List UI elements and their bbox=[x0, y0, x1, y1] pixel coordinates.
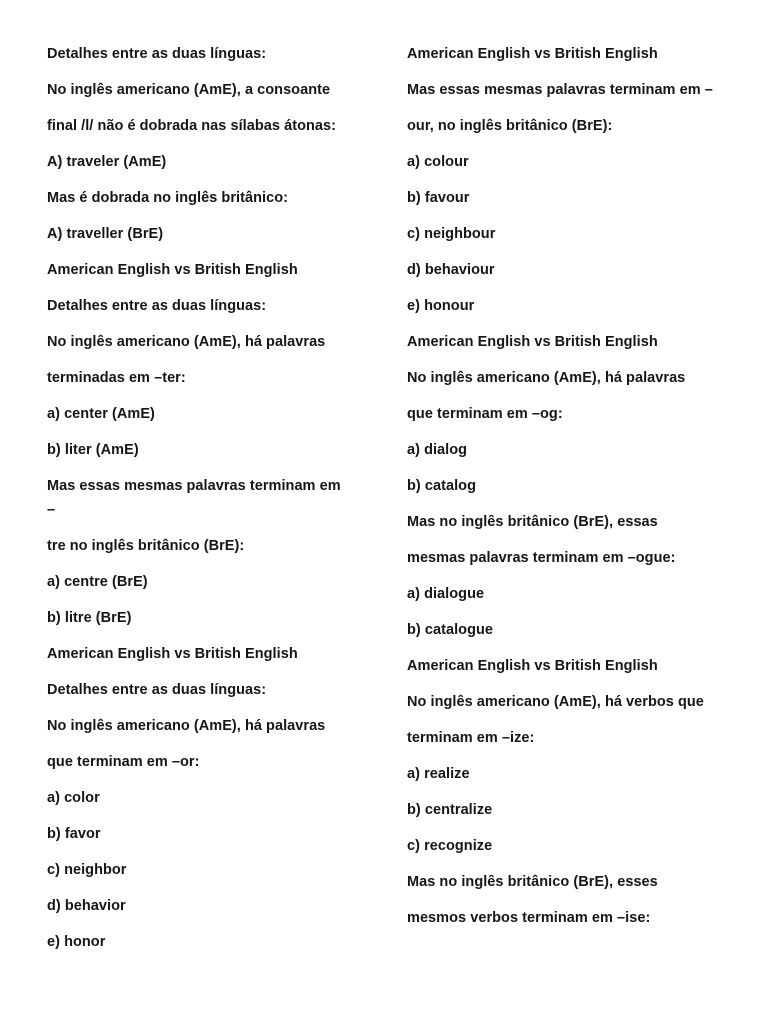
list-item: a) color bbox=[47, 790, 100, 806]
list-item: c) neighbor bbox=[47, 862, 127, 878]
text-line: que terminam em –og: bbox=[407, 406, 563, 422]
text-line: mesmos verbos terminam em –ise: bbox=[407, 910, 651, 926]
list-item: c) neighbour bbox=[407, 226, 496, 242]
list-item: b) favor bbox=[47, 826, 101, 842]
text-line: A) traveler (AmE) bbox=[47, 154, 167, 170]
list-item: a) dialogue bbox=[407, 586, 485, 602]
text-line: our, no inglês britânico (BrE): bbox=[407, 118, 613, 134]
list-item: a) colour bbox=[407, 154, 469, 170]
text-line: A) traveller (BrE) bbox=[47, 226, 164, 242]
text-line: que terminam em –or: bbox=[47, 754, 200, 770]
text-line: No inglês americano (AmE), há palavras bbox=[47, 718, 326, 734]
text-line: No inglês americano (AmE), há verbos que bbox=[407, 694, 704, 710]
text-line: No inglês americano (AmE), há palavras bbox=[407, 370, 686, 386]
list-item: b) catalogue bbox=[407, 622, 493, 638]
right-text-column bbox=[407, 42, 717, 942]
list-item: a) realize bbox=[407, 766, 470, 782]
list-item: b) catalog bbox=[407, 478, 476, 494]
list-item: b) centralize bbox=[407, 802, 493, 818]
text-line: terminam em –ize: bbox=[407, 730, 535, 746]
text-line: No inglês americano (AmE), há palavras bbox=[47, 334, 326, 350]
text-line: Mas essas mesmas palavras terminam em – bbox=[407, 82, 713, 98]
text-line: Mas é dobrada no inglês britânico: bbox=[47, 190, 288, 206]
text-line: mesmas palavras terminam em –ogue: bbox=[407, 550, 676, 566]
list-item: a) center (AmE) bbox=[47, 406, 155, 422]
list-item: b) litre (BrE) bbox=[47, 610, 132, 626]
section-heading: American English vs British English bbox=[47, 262, 298, 278]
list-item: b) liter (AmE) bbox=[47, 442, 139, 458]
list-item: e) honor bbox=[47, 934, 106, 950]
text-line: tre no inglês britânico (BrE): bbox=[47, 538, 245, 554]
text-line: Mas no inglês britânico (BrE), essas bbox=[407, 514, 658, 530]
left-text-column bbox=[47, 42, 347, 966]
section-heading: American English vs British English bbox=[407, 46, 658, 62]
list-item: a) dialog bbox=[407, 442, 468, 458]
list-item: c) recognize bbox=[407, 838, 493, 854]
text-line: Mas no inglês britânico (BrE), esses bbox=[407, 874, 658, 890]
list-item: e) honour bbox=[407, 298, 475, 314]
text-line: Detalhes entre as duas línguas: bbox=[47, 682, 267, 698]
list-item: a) centre (BrE) bbox=[47, 574, 148, 590]
section-heading: American English vs British English bbox=[47, 646, 298, 662]
section-heading: American English vs British English bbox=[407, 334, 658, 350]
text-line: final /l/ não é dobrada nas sílabas átonas: bbox=[47, 118, 337, 134]
list-item: d) behaviour bbox=[407, 262, 495, 278]
section-heading: American English vs British English bbox=[407, 658, 658, 674]
text-line: Detalhes entre as duas línguas: bbox=[47, 46, 267, 62]
text-line: terminadas em –ter: bbox=[47, 370, 186, 386]
text-line: No inglês americano (AmE), a consoante bbox=[47, 82, 331, 98]
text-line: Detalhes entre as duas línguas: bbox=[47, 298, 267, 314]
list-item: b) favour bbox=[407, 190, 470, 206]
list-item: d) behavior bbox=[47, 898, 126, 914]
text-line: Mas essas mesmas palavras terminam em – bbox=[47, 478, 341, 518]
